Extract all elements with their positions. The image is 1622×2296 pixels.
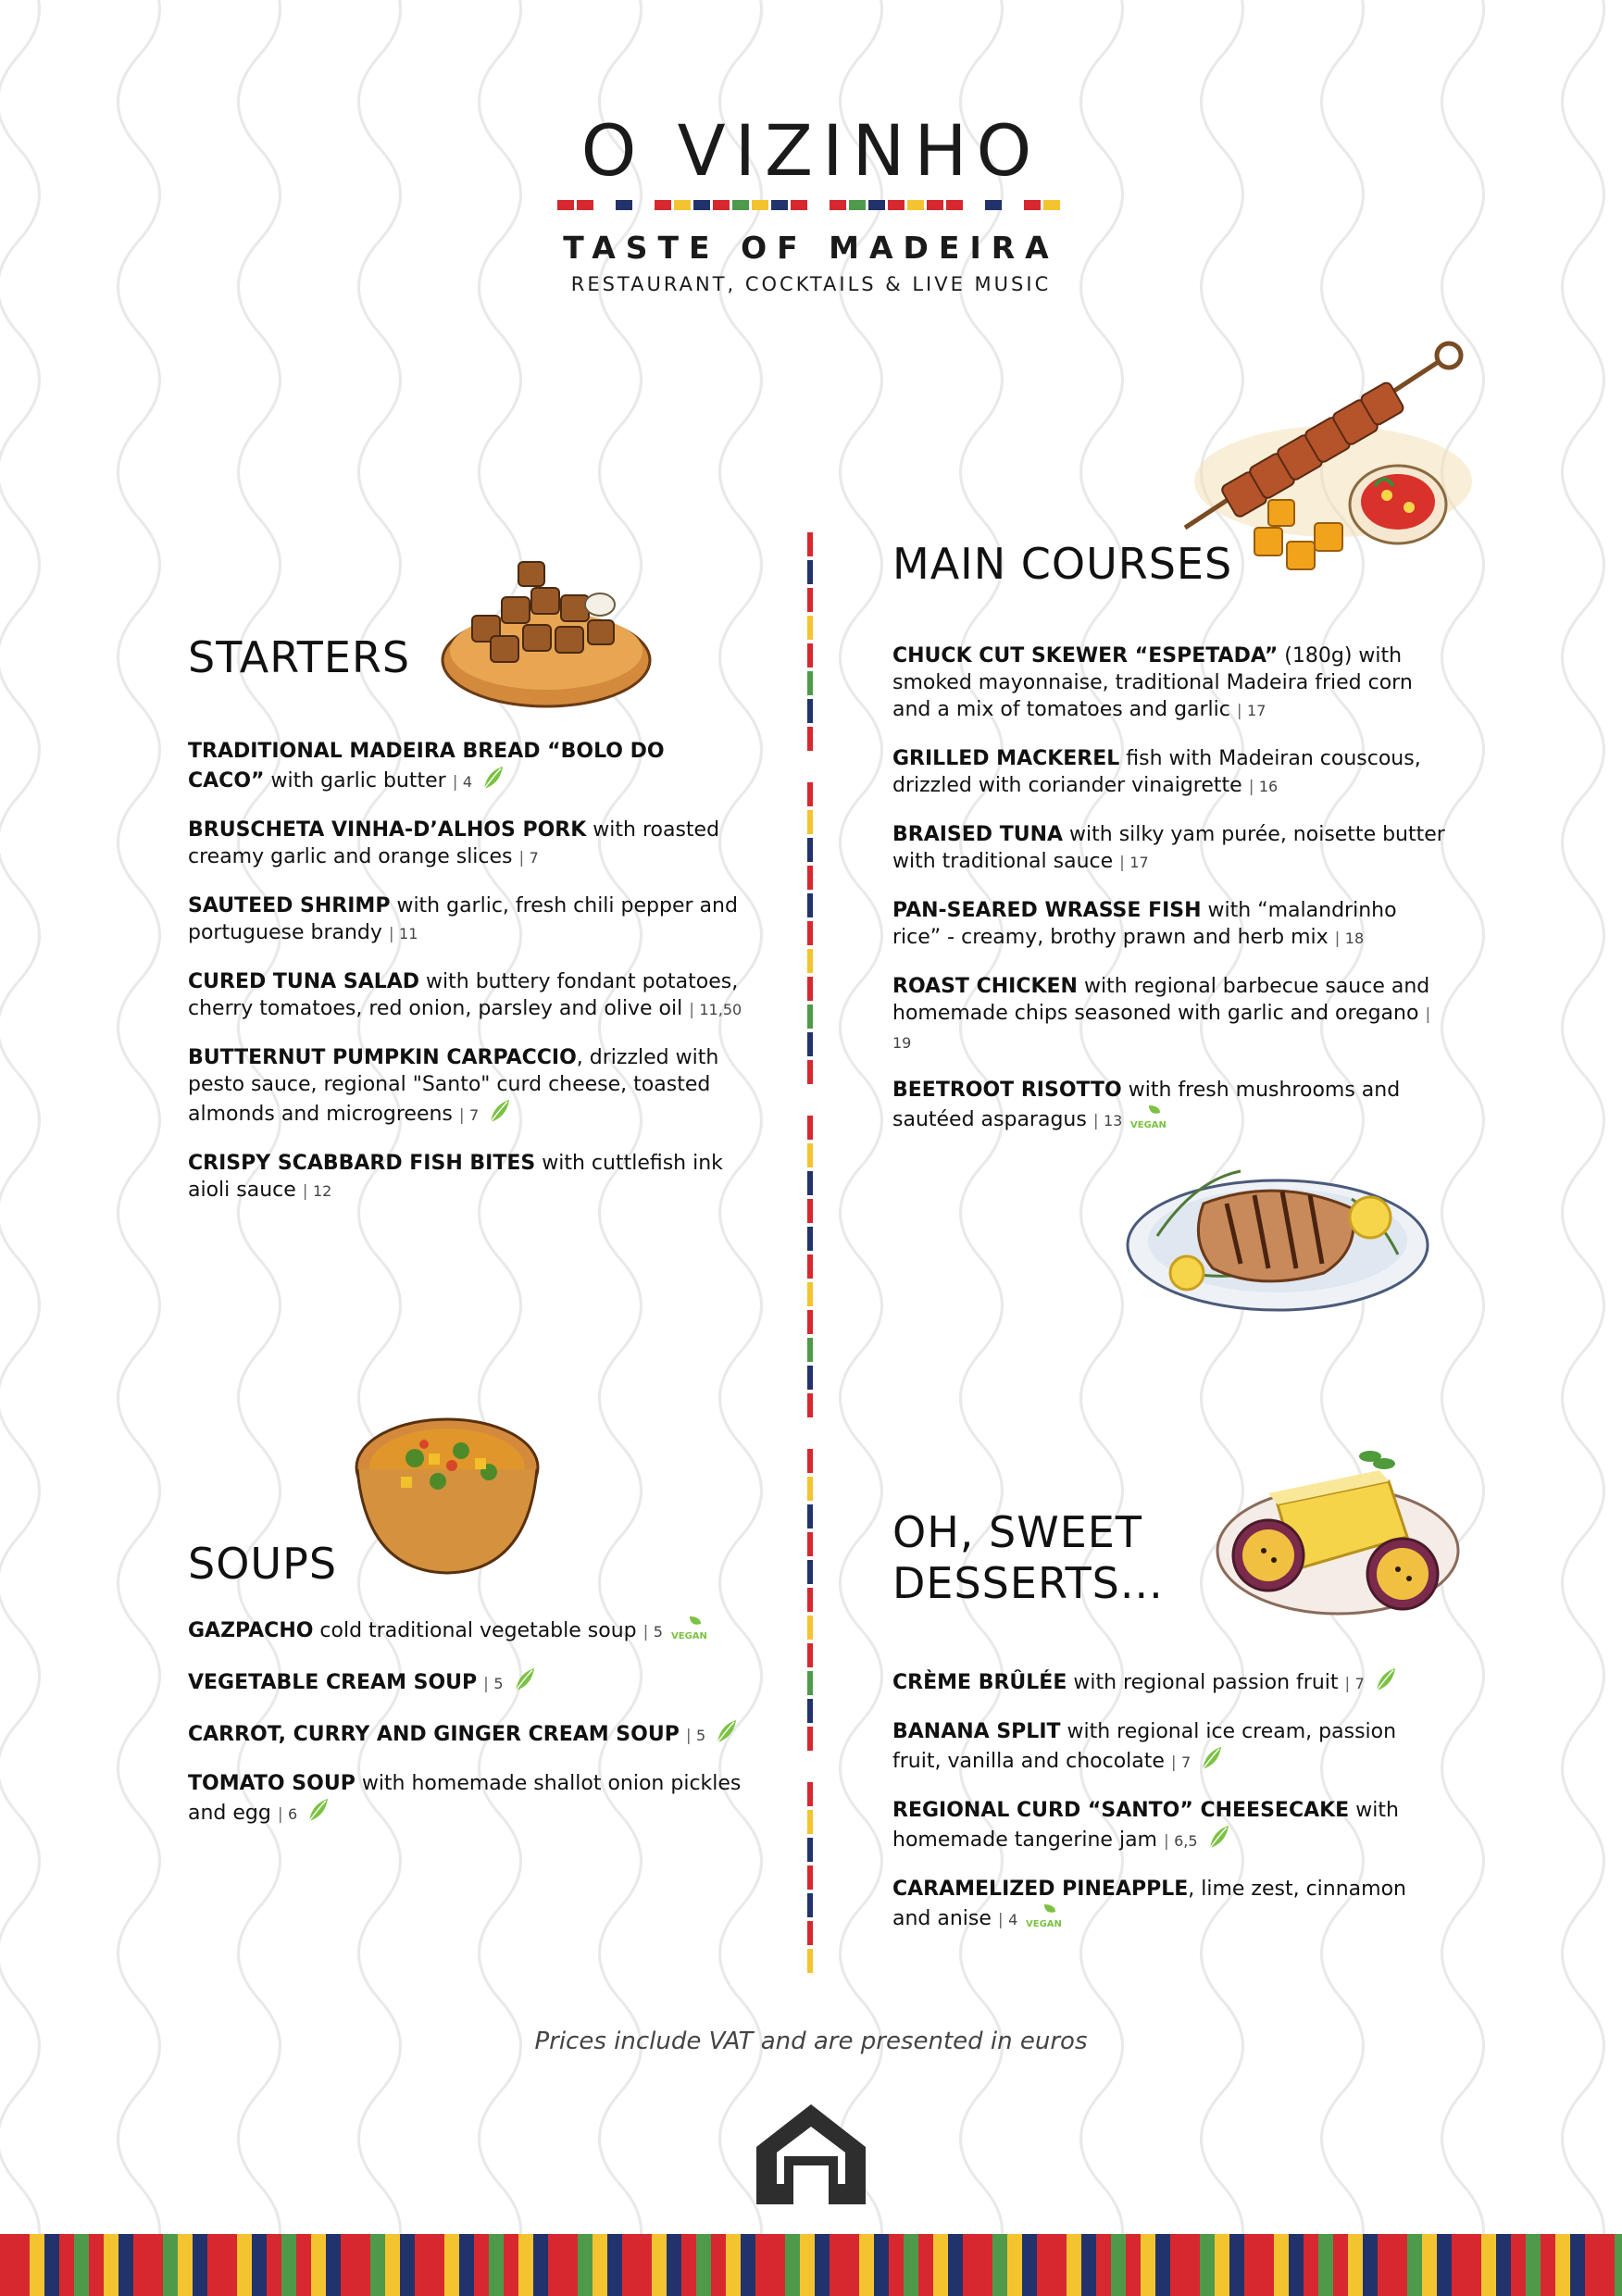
- stripe-segment: [807, 866, 813, 890]
- starters-section: [188, 632, 743, 683]
- restaurant-name: O VIZINHO: [580, 109, 1042, 192]
- stripe-segment: [807, 1393, 813, 1417]
- stripe-segment: [807, 1227, 813, 1251]
- stripe-segment: [1555, 2234, 1570, 2296]
- stripe-segment: [918, 2234, 933, 2296]
- stripe-segment: [830, 200, 846, 210]
- grilled-fish-plate-illustration: [1120, 1134, 1435, 1319]
- vegetarian-leaf-icon: [487, 1098, 511, 1124]
- menu-item-price: 12: [312, 1182, 332, 1200]
- menu-item: BANANA SPLIT with regional ice cream, passion fruit, vanilla and chocolate | 7: [892, 1720, 1397, 1773]
- desserts-section: [892, 1507, 1448, 1609]
- stripe-segment: [771, 200, 788, 210]
- menu-item-name: SAUTEED SHRIMP: [188, 894, 391, 917]
- stripe-segment: [578, 2234, 593, 2296]
- stripe-segment: [785, 2234, 800, 2296]
- stripe-segment: [444, 2234, 459, 2296]
- menu-item-name: ROAST CHICKEN: [892, 975, 1078, 998]
- menu-item-price: 7: [1181, 1753, 1192, 1771]
- stripe-segment: [807, 1004, 813, 1029]
- menu-item-price: 11: [399, 925, 418, 942]
- stripe-segment: [548, 2234, 563, 2296]
- stripe-segment: [385, 2234, 400, 2296]
- stripe-segment: [1244, 2234, 1259, 2296]
- stripe-segment: [807, 1060, 813, 1084]
- stripe-segment: [674, 200, 691, 210]
- menu-item-description: with homemade shallot onion pickles and egg: [188, 1772, 742, 1825]
- menu-item-price: 7: [469, 1106, 480, 1124]
- menu-item-name: TOMATO SOUP: [188, 1772, 356, 1795]
- stripe-segment: [1615, 2234, 1622, 2296]
- stripe-segment: [807, 532, 813, 556]
- stripe-segment: [616, 200, 632, 210]
- stripe-segment: [807, 782, 813, 806]
- soups-list: [188, 1615, 743, 1849]
- menu-item: BRAISED TUNA with silky yam purée, noisette butter with traditional sauce | 17: [892, 823, 1445, 873]
- stripe-segment: [752, 200, 768, 210]
- stripe-segment: [252, 2234, 267, 2296]
- stripe-segment: [296, 2234, 311, 2296]
- stripe-segment: [800, 2234, 815, 2296]
- stripe-segment: [830, 2234, 844, 2296]
- menu-item: CARAMELIZED PINEAPPLE, lime zest, cinnamon and anise | 4 VEGAN: [892, 1878, 1406, 1930]
- stripe-segment: [1348, 2234, 1363, 2296]
- menu-item: CURED TUNA SALAD with buttery fondant potatoes, cherry tomatoes, red onion, parsley and olive oil | 11,50: [188, 970, 742, 1020]
- stripe-segment: [807, 1643, 813, 1667]
- menu-item-description: with silky yam purée, noisette butter with traditional sauce: [892, 823, 1445, 873]
- stripe-segment: [1526, 2234, 1541, 2296]
- vegetarian-leaf-icon: [1199, 1745, 1223, 1771]
- menu-item: TOMATO SOUP with homemade shallot onion pickles and egg | 6: [188, 1772, 742, 1825]
- stripe-segment: [963, 2234, 978, 2296]
- menu-item: GRILLED MACKEREL fish with Madeiran couscous, drizzled with coriander vinaigrette | 16: [892, 747, 1421, 797]
- menu-item-description: with “malandrinho rice” - creamy, brothy prawn and herb mix: [892, 899, 1397, 949]
- stripe-segment: [1052, 2234, 1067, 2296]
- menu-item-price: 17: [1247, 702, 1266, 719]
- stripe-segment: [1600, 2234, 1615, 2296]
- stripe-segment: [978, 2234, 992, 2296]
- stripe-segment: [992, 2234, 1007, 2296]
- menu-item-price: 4: [1008, 1911, 1018, 1928]
- menu-item-name: CHUCK CUT SKEWER “ESPETADA”: [892, 644, 1279, 668]
- stripe-segment: [1111, 2234, 1126, 2296]
- menu-item-price: 18: [1344, 930, 1365, 947]
- header-color-stripe: [557, 200, 1063, 210]
- stripe-segment: [1363, 2234, 1378, 2296]
- menu-item-price: 7: [1354, 1675, 1365, 1692]
- stripe-segment: [907, 200, 924, 210]
- stripe-segment: [807, 893, 813, 917]
- stripe-segment: [74, 2234, 89, 2296]
- stripe-segment: [807, 1699, 813, 1723]
- menu-item-price: 4: [462, 773, 473, 791]
- menu-item-description: with garlic butter: [264, 769, 453, 792]
- stripe-segment: [326, 2234, 341, 2296]
- menu-item-description: with garlic, fresh chili pepper and portuguese brandy: [188, 894, 738, 944]
- vegan-badge-icon: [1026, 1903, 1063, 1930]
- menu-item-price: 11,50: [699, 1001, 742, 1018]
- soups-section: [188, 1539, 743, 1590]
- stripe-segment: [193, 2234, 207, 2296]
- menu-item-description: with regional barbecue sauce and homemade chips seasoned with garlic and oregano: [892, 975, 1430, 1025]
- menu-item: VEGETABLE CREAM SOUP | 5: [188, 1666, 743, 1698]
- house-logo-icon: [756, 2104, 866, 2204]
- menu-item-price: 19: [892, 1034, 912, 1052]
- stripe-segment: [807, 1254, 813, 1279]
- stripe-segment: [1318, 2234, 1333, 2296]
- background-wave-line: [841, 0, 882, 2296]
- main-courses-section: [892, 539, 1448, 590]
- stripe-segment: [807, 1727, 813, 1751]
- stripe-segment: [807, 1477, 813, 1501]
- vegetarian-leaf-icon: [480, 765, 505, 791]
- vegan-badge-label: VEGAN: [670, 1631, 707, 1641]
- stripe-segment: [533, 2234, 548, 2296]
- vegan-badge-label: VEGAN: [1130, 1120, 1167, 1130]
- stripe-segment: [948, 2234, 963, 2296]
- footer-color-stripe: [0, 2234, 1622, 2296]
- stripe-segment: [868, 200, 885, 210]
- stripe-segment: [1289, 2234, 1304, 2296]
- menu-item: ROAST CHICKEN with regional barbecue sauce and homemade chips seasoned with garlic and oregano | 19: [892, 975, 1431, 1052]
- stripe-segment: [637, 2234, 652, 2296]
- stripe-segment: [807, 977, 813, 1001]
- stripe-segment: [807, 1366, 813, 1390]
- menu-item-price: 7: [529, 849, 539, 867]
- stripe-segment: [791, 200, 807, 210]
- stripe-segment: [770, 2234, 785, 2296]
- menu-item-name: BRAISED TUNA: [892, 823, 1064, 846]
- stripe-segment: [1378, 2234, 1392, 2296]
- menu-item-description: (180g) with smoked mayonnaise, traditional Madeira fried corn and a mix of tomatoes and garlic: [892, 644, 1413, 721]
- stripe-segment: [732, 200, 749, 210]
- stripe-segment: [1141, 2234, 1155, 2296]
- stripe-segment: [807, 1310, 813, 1334]
- prices-note: Prices include VAT and are presented in euros: [534, 2028, 1088, 2055]
- stripe-segment: [741, 2234, 755, 2296]
- stripe-segment: [1022, 2234, 1037, 2296]
- subtagline: RESTAURANT, COCKTAILS & LIVE MUSIC: [570, 273, 1052, 295]
- main-courses-title: MAIN COURSES: [892, 539, 1233, 589]
- stripe-segment: [807, 1116, 813, 1140]
- stripe-segment: [888, 200, 905, 210]
- stripe-segment: [607, 2234, 622, 2296]
- menu-item-name: BRUSCHETA VINHA-D’ALHOS PORK: [188, 818, 587, 842]
- menu-item-price: 13: [1103, 1112, 1123, 1129]
- vegan-badge-label: VEGAN: [1026, 1919, 1063, 1929]
- menu-item-description: with regional ice cream, passion fruit, vanilla and chocolate: [892, 1720, 1397, 1773]
- stripe-segment: [89, 2234, 104, 2296]
- stripe-segment: [1437, 2234, 1452, 2296]
- stripe-segment: [104, 2234, 119, 2296]
- menu-item: BRUSCHETA VINHA-D’ALHOS PORK with roasted creamy garlic and orange slices | 7: [188, 818, 720, 868]
- stripe-segment: [807, 1588, 813, 1612]
- menu-item: PAN-SEARED WRASSE FISH with “malandrinho rice” - creamy, brothy prawn and herb mix | 18: [892, 899, 1397, 949]
- stripe-segment: [489, 2234, 504, 2296]
- stripe-segment: [904, 2234, 918, 2296]
- menu-item-name: GRILLED MACKEREL: [892, 747, 1120, 770]
- menu-item: CRISPY SCABBARD FISH BITES with cuttlefish ink aioli sauce | 12: [188, 1152, 723, 1202]
- menu-item-name: VEGETABLE CREAM SOUP: [188, 1671, 478, 1694]
- stripe-segment: [1229, 2234, 1244, 2296]
- stripe-segment: [1496, 2234, 1511, 2296]
- stripe-segment: [713, 200, 730, 210]
- menu-item-price: 5: [696, 1727, 706, 1744]
- stripe-segment: [693, 200, 710, 210]
- menu-item: CHUCK CUT SKEWER “ESPETADA” (180g) with smoked mayonnaise, traditional Madeira fried corn and a mix of tomatoes and garlic | 17: [892, 644, 1413, 721]
- stripe-segment: [1422, 2234, 1437, 2296]
- starters-list: [188, 738, 743, 1226]
- stripe-segment: [807, 616, 813, 640]
- menu-item-name: GAZPACHO: [188, 1619, 314, 1642]
- stripe-segment: [15, 2234, 30, 2296]
- stripe-segment: [207, 2234, 222, 2296]
- menu-item: BUTTERNUT PUMPKIN CARPACCIO, drizzled with pesto sauce, regional "Santo" curd cheese, toasted almonds and microgreens | 7: [188, 1046, 719, 1126]
- stripe-segment: [807, 810, 813, 834]
- stripe-segment: [1466, 2234, 1481, 2296]
- stripe-segment: [1155, 2234, 1170, 2296]
- menu-item-name: CURED TUNA SALAD: [188, 970, 420, 993]
- background-wave-line: [119, 0, 160, 2296]
- menu-item: GAZPACHO cold traditional vegetable soup | 5 VEGAN: [188, 1615, 743, 1646]
- stripe-segment: [807, 1199, 813, 1223]
- stripe-segment: [681, 2234, 696, 2296]
- menu-item: REGIONAL CURD “SANTO” CHEESECAKE with homemade tangerine jam | 6,5: [892, 1799, 1399, 1852]
- stripe-segment: [807, 671, 813, 695]
- menu-item-price: 6,5: [1174, 1832, 1198, 1850]
- stripe-segment: [985, 200, 1002, 210]
- stripe-segment: [577, 200, 593, 210]
- stripe-segment: [59, 2234, 74, 2296]
- menu-item: SAUTEED SHRIMP with garlic, fresh chili pepper and portuguese brandy | 11: [188, 894, 738, 944]
- stripe-segment: [1274, 2234, 1289, 2296]
- stripe-segment: [281, 2234, 296, 2296]
- stripe-segment: [807, 1282, 813, 1306]
- stripe-segment: [807, 1671, 813, 1695]
- stripe-segment: [178, 2234, 193, 2296]
- stripe-segment: [807, 1949, 813, 1973]
- menu-item-price: 5: [493, 1675, 504, 1692]
- stripe-segment: [1407, 2234, 1422, 2296]
- soups-title: SOUPS: [188, 1539, 338, 1589]
- stripe-segment: [622, 2234, 637, 2296]
- menu-item: TRADITIONAL MADEIRA BREAD “BOLO DO CACO” with garlic butter | 4: [188, 740, 665, 792]
- stripe-segment: [1481, 2234, 1496, 2296]
- stripe-segment: [148, 2234, 163, 2296]
- vegetarian-leaf-icon: [512, 1666, 536, 1692]
- menu-item-description: with roasted creamy garlic and orange slices: [188, 818, 720, 868]
- stripe-segment: [222, 2234, 237, 2296]
- menu-item-name: CRISPY SCABBARD FISH BITES: [188, 1152, 536, 1175]
- stripe-segment: [946, 200, 963, 210]
- stripe-segment: [807, 1810, 813, 1834]
- menu-item-name: BANANA SPLIT: [892, 1720, 1061, 1743]
- menu-item: CRÈME BRÛLÉE with regional passion fruit | 7: [892, 1666, 1448, 1698]
- stripe-segment: [807, 1616, 813, 1640]
- stripe-segment: [807, 1143, 813, 1167]
- menu-item-description: cold traditional vegetable soup: [313, 1619, 643, 1642]
- menu-item-description: , lime zest, cinnamon and anise: [892, 1878, 1406, 1930]
- stripe-segment: [133, 2234, 148, 2296]
- menu-item-name: TRADITIONAL MADEIRA BREAD “BOLO DO CACO”: [188, 740, 665, 792]
- desserts-title-line2: DESSERTS...: [892, 1558, 1164, 1609]
- menu-item-description: with regional passion fruit: [1067, 1671, 1345, 1694]
- stripe-segment: [370, 2234, 385, 2296]
- stripe-segment: [874, 2234, 889, 2296]
- stripe-segment: [807, 949, 813, 973]
- stripe-segment: [119, 2234, 133, 2296]
- stripe-segment: [44, 2234, 59, 2296]
- menu-item-description: with buttery fondant potatoes, cherry tomatoes, red onion, parsley and olive oil: [188, 970, 739, 1020]
- stripe-segment: [1333, 2234, 1348, 2296]
- menu-item-name: CARROT, CURRY AND GINGER CREAM SOUP: [188, 1723, 680, 1746]
- menu-item-description: with homemade tangerine jam: [892, 1799, 1399, 1852]
- stripe-segment: [1392, 2234, 1407, 2296]
- stripe-segment: [859, 2234, 874, 2296]
- vegan-badge-icon: [670, 1615, 707, 1642]
- menu-item-price: 6: [287, 1805, 298, 1823]
- stripe-segment: [807, 1921, 813, 1945]
- stripe-segment: [815, 2234, 830, 2296]
- stripe-segment: [1541, 2234, 1555, 2296]
- vegetarian-leaf-icon: [714, 1718, 738, 1744]
- menu-item-description: with fresh mushrooms and sautéed asparagus: [892, 1079, 1401, 1131]
- background-wave-line: [1563, 0, 1604, 2296]
- menu-item: BEETROOT RISOTTO with fresh mushrooms and sautéed asparagus | 13 VEGAN: [892, 1079, 1401, 1131]
- stripe-segment: [518, 2234, 533, 2296]
- stripe-segment: [1037, 2234, 1052, 2296]
- stripe-segment: [474, 2234, 489, 2296]
- stripe-segment: [807, 1782, 813, 1806]
- stripe-segment: [807, 1893, 813, 1917]
- stripe-segment: [807, 560, 813, 584]
- stripe-segment: [726, 2234, 741, 2296]
- stripe-segment: [889, 2234, 904, 2296]
- vegetarian-leaf-icon: [1373, 1666, 1397, 1692]
- stripe-segment: [1215, 2234, 1229, 2296]
- vegetarian-leaf-icon: [1206, 1824, 1230, 1850]
- stripe-segment: [1200, 2234, 1215, 2296]
- stripe-segment: [1185, 2234, 1200, 2296]
- stripe-segment: [807, 1838, 813, 1862]
- vegan-badge-icon: [1130, 1104, 1167, 1131]
- desserts-list: [892, 1666, 1448, 1954]
- stripe-segment: [267, 2234, 281, 2296]
- stripe-segment: [849, 200, 866, 210]
- stripe-segment: [807, 643, 813, 668]
- stripe-segment: [927, 200, 943, 210]
- stripe-segment: [356, 2234, 370, 2296]
- stripe-segment: [1007, 2234, 1022, 2296]
- stripe-segment: [807, 699, 813, 723]
- stripe-segment: [807, 1171, 813, 1195]
- menu-item-name: CRÈME BRÛLÉE: [892, 1671, 1067, 1694]
- stripe-segment: [593, 2234, 607, 2296]
- stripe-segment: [557, 200, 574, 210]
- stripe-segment: [696, 2234, 711, 2296]
- stripe-segment: [807, 1032, 813, 1056]
- stripe-segment: [1024, 200, 1041, 210]
- menu-item-price: 16: [1258, 778, 1279, 795]
- stripe-segment: [655, 200, 671, 210]
- stripe-segment: [1511, 2234, 1526, 2296]
- background-wave-line: [0, 0, 40, 2296]
- starters-title: STARTERS: [188, 632, 411, 682]
- stripe-segment: [400, 2234, 415, 2296]
- stripe-segment: [807, 1532, 813, 1556]
- stripe-segment: [711, 2234, 726, 2296]
- stripe-segment: [807, 588, 813, 612]
- stripe-segment: [1570, 2234, 1585, 2296]
- menu-item-price: 17: [1129, 854, 1149, 871]
- stripe-segment: [807, 727, 813, 751]
- menu-item-name: BEETROOT RISOTTO: [892, 1079, 1122, 1102]
- stripe-segment: [0, 2234, 15, 2296]
- vegetarian-leaf-icon: [306, 1797, 330, 1823]
- menu-item-name: REGIONAL CURD “SANTO” CHEESECAKE: [892, 1799, 1350, 1822]
- stripe-segment: [1259, 2234, 1274, 2296]
- menu-item-name: PAN-SEARED WRASSE FISH: [892, 899, 1202, 922]
- stripe-segment: [563, 2234, 578, 2296]
- menu-item-name: BUTTERNUT PUMPKIN CARPACCIO: [188, 1046, 577, 1069]
- main-courses-list: [892, 643, 1448, 1155]
- menu-item-description: [680, 1723, 686, 1746]
- menu-item-description: fish with Madeiran couscous, drizzled with coriander vinaigrette: [892, 747, 1421, 797]
- stripe-segment: [504, 2234, 518, 2296]
- stripe-segment: [430, 2234, 444, 2296]
- menu-item: CARROT, CURRY AND GINGER CREAM SOUP | 5: [188, 1718, 743, 1750]
- stripe-segment: [807, 1560, 813, 1584]
- stripe-segment: [415, 2234, 430, 2296]
- stripe-segment: [311, 2234, 326, 2296]
- stripe-segment: [1452, 2234, 1466, 2296]
- stripe-segment: [459, 2234, 474, 2296]
- stripe-segment: [844, 2234, 859, 2296]
- stripe-segment: [1043, 200, 1060, 210]
- stripe-segment: [30, 2234, 44, 2296]
- stripe-segment: [163, 2234, 178, 2296]
- tagline: TASTE OF MADEIRA: [563, 230, 1059, 266]
- stripe-segment: [1170, 2234, 1185, 2296]
- stripe-segment: [1096, 2234, 1111, 2296]
- stripe-segment: [807, 1504, 813, 1529]
- stripe-segment: [1585, 2234, 1600, 2296]
- stripe-segment: [1067, 2234, 1081, 2296]
- stripe-segment: [807, 1449, 813, 1473]
- stripe-segment: [807, 838, 813, 862]
- stripe-segment: [341, 2234, 356, 2296]
- stripe-segment: [1304, 2234, 1318, 2296]
- desserts-title-line1: OH, SWEET: [892, 1507, 1142, 1557]
- menu-item-description: with cuttlefish ink aioli sauce: [188, 1152, 723, 1202]
- center-color-divider: [807, 532, 813, 1967]
- stripe-segment: [1081, 2234, 1096, 2296]
- stripe-segment: [1126, 2234, 1141, 2296]
- stripe-segment: [933, 2234, 948, 2296]
- menu-item-description: , drizzled with pesto sauce, regional "Santo" curd cheese, toasted almonds and microgreens: [188, 1046, 719, 1126]
- stripe-segment: [755, 2234, 770, 2296]
- stripe-segment: [652, 2234, 667, 2296]
- stripe-segment: [667, 2234, 681, 2296]
- menu-item-name: CARAMELIZED PINEAPPLE: [892, 1878, 1189, 1901]
- menu-item-price: 5: [653, 1623, 663, 1641]
- stripe-segment: [807, 1866, 813, 1890]
- stripe-segment: [237, 2234, 252, 2296]
- stripe-segment: [807, 921, 813, 945]
- stripe-segment: [807, 1338, 813, 1362]
